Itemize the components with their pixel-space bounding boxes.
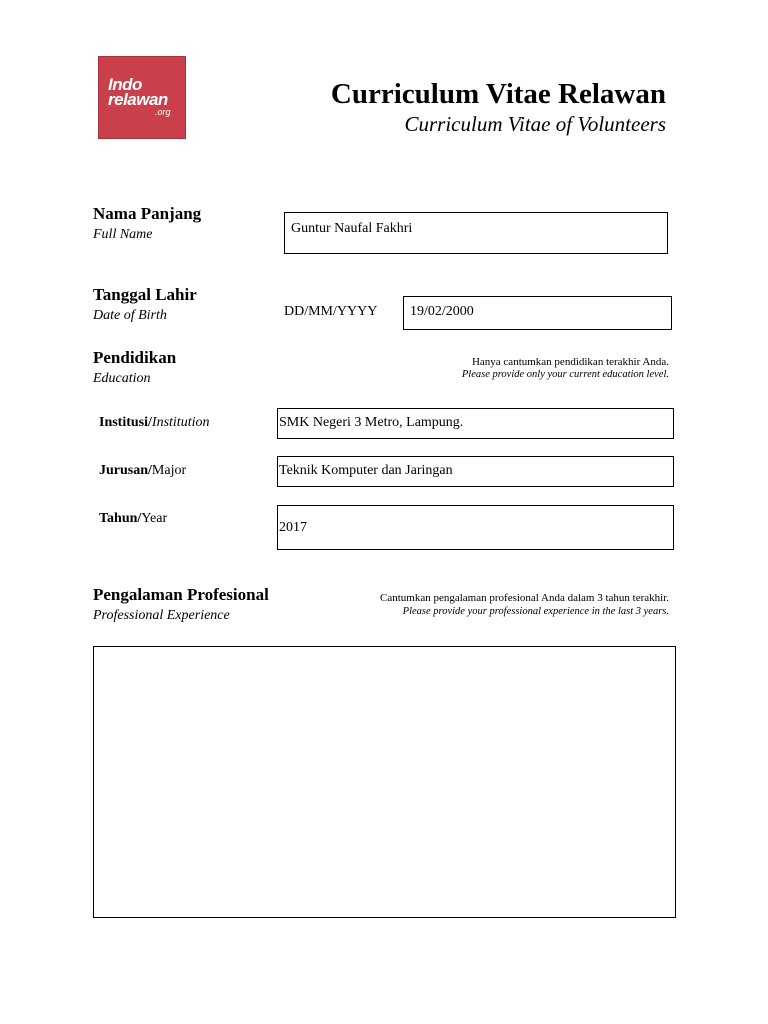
education-note: Hanya cantumkan pendidikan terakhir Anda.: [471, 356, 669, 368]
year-field[interactable]: [277, 505, 674, 550]
dob-field[interactable]: [403, 296, 672, 330]
major-label-id: Jurusan/: [99, 463, 152, 478]
experience-textarea[interactable]: [93, 646, 676, 918]
experience-sublabel: Professional Experience: [93, 608, 230, 623]
logo-text-line2: relawan: [108, 90, 168, 109]
full-name-field[interactable]: [284, 212, 668, 254]
year-value: 2017: [279, 520, 307, 535]
logo-text-line3: .org: [155, 107, 171, 117]
major-value: Teknik Komputer dan Jaringan: [279, 463, 453, 478]
major-label-en: Major: [151, 463, 187, 478]
dob-label: Tanggal Lahir: [93, 285, 197, 304]
full-name-sublabel: Full Name: [93, 227, 153, 242]
indorelawan-logo: [98, 56, 186, 139]
full-name-value: Guntur Naufal Fakhri: [291, 221, 413, 236]
major-label: [99, 463, 186, 479]
year-label-en: Year: [141, 511, 168, 526]
institution-label-id: Institusi/: [99, 415, 152, 430]
document-title: Curriculum Vitae Relawan: [330, 78, 666, 110]
institution-label: [99, 415, 209, 431]
full-name-label: Nama Panjang: [93, 204, 202, 223]
experience-label: Pengalaman Profesional: [93, 585, 269, 604]
dob-format-hint: DD/MM/YYYY: [284, 304, 378, 319]
document-subtitle: Curriculum Vitae of Volunteers: [404, 112, 666, 136]
year-label: [99, 511, 167, 527]
experience-note: Cantumkan pengalaman profesional Anda dalam 3 tahun terakhir.: [380, 592, 669, 604]
year-label-id: Tahun/: [99, 511, 142, 526]
education-label: Pendidikan: [93, 348, 177, 367]
dob-sublabel: Date of Birth: [93, 308, 167, 323]
institution-value: SMK Negeri 3 Metro, Lampung.: [279, 415, 464, 430]
major-field[interactable]: [277, 456, 674, 487]
institution-label-en: Institution: [151, 415, 210, 430]
education-sublabel: Education: [93, 371, 151, 386]
education-note-en: Please provide only your current education level.: [461, 369, 669, 380]
dob-value: 19/02/2000: [410, 304, 474, 319]
experience-note-en: Please provide your professional experience in the last 3 years.: [402, 606, 669, 617]
logo-text-line1: Indo: [108, 75, 142, 94]
institution-field[interactable]: [277, 408, 674, 439]
